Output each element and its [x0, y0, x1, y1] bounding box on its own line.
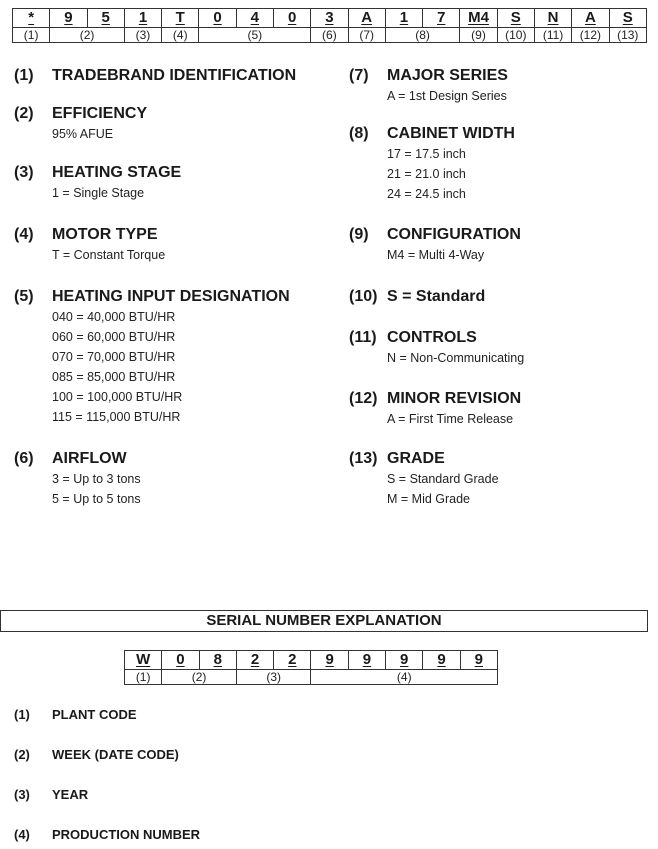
serial-char: 9	[423, 651, 460, 670]
serial-item-number: (4)	[14, 827, 30, 842]
section-line: 040 = 40,000 BTU/HR	[52, 310, 176, 324]
section-major-series	[349, 66, 508, 106]
section-configuration	[349, 225, 521, 265]
serial-item-title: PRODUCTION NUMBER	[52, 827, 201, 842]
code-index: (10)	[497, 28, 534, 43]
serial-char: W	[125, 651, 162, 670]
section-line: A = First Time Release	[387, 412, 514, 426]
section-number: (4)	[14, 226, 34, 243]
code-index: (5)	[199, 28, 311, 43]
section-line: 95% AFUE	[52, 127, 114, 141]
section-line: N = Non-Communicating	[387, 351, 525, 365]
code-index: (11)	[534, 28, 571, 43]
section-efficiency	[14, 104, 147, 144]
serial-item-year	[14, 786, 88, 804]
code-char: 5	[87, 9, 124, 28]
section-tradebrand	[14, 66, 296, 86]
section-line: 060 = 60,000 BTU/HR	[52, 330, 176, 344]
section-heating-input	[14, 287, 290, 427]
section-title: AIRFLOW	[52, 450, 127, 467]
section-title: CONFIGURATION	[387, 226, 521, 243]
section-motor-type	[14, 225, 165, 265]
section-number: (13)	[349, 450, 378, 467]
code-index: (3)	[124, 28, 161, 43]
section-title: HEATING INPUT DESIGNATION	[52, 288, 290, 305]
serial-index: (1)	[125, 670, 162, 685]
section-title: CABINET WIDTH	[387, 125, 515, 142]
section-line: 24 = 24.5 inch	[387, 187, 466, 201]
code-char: 1	[385, 9, 422, 28]
code-char: S	[609, 9, 647, 28]
section-number: (7)	[349, 67, 369, 84]
section-number: (12)	[349, 390, 378, 407]
serial-char: 9	[311, 651, 348, 670]
section-title: GRADE	[387, 450, 445, 467]
code-char: M4	[460, 9, 497, 28]
code-char: 1	[124, 9, 161, 28]
code-char: *	[13, 9, 50, 28]
section-line: 21 = 21.0 inch	[387, 167, 466, 181]
section-cabinet-width	[349, 124, 515, 204]
serial-char: 0	[162, 651, 199, 670]
section-number: (1)	[14, 67, 34, 84]
section-number: (5)	[14, 288, 34, 305]
code-index: (9)	[460, 28, 497, 43]
section-number: (10)	[349, 288, 378, 305]
code-index: (1)	[13, 28, 50, 43]
model-number-table	[12, 8, 647, 43]
code-index: (8)	[385, 28, 460, 43]
code-char: A	[348, 9, 385, 28]
section-title: CONTROLS	[387, 329, 477, 346]
serial-item-number: (1)	[14, 707, 30, 722]
code-char: 7	[423, 9, 460, 28]
code-index: (12)	[572, 28, 609, 43]
section-title: TRADEBRAND IDENTIFICATION	[52, 67, 297, 84]
serial-char: 9	[460, 651, 497, 670]
section-number: (9)	[349, 226, 369, 243]
section-controls	[349, 328, 524, 368]
serial-item-title: YEAR	[52, 787, 89, 802]
serial-index-row	[125, 670, 498, 685]
section-line: 3 = Up to 3 tons	[52, 472, 141, 486]
code-index: (6)	[311, 28, 348, 43]
section-airflow	[14, 449, 141, 509]
code-char: T	[162, 9, 199, 28]
serial-index: (3)	[236, 670, 311, 685]
serial-item-plant-code	[14, 706, 137, 724]
serial-index: (2)	[162, 670, 237, 685]
section-title: EFFICIENCY	[52, 105, 148, 122]
section-line: 1 = Single Stage	[52, 186, 145, 200]
code-index: (4)	[162, 28, 199, 43]
code-char: 0	[199, 9, 236, 28]
code-char: N	[534, 9, 571, 28]
section-grade	[349, 449, 499, 509]
serial-item-title: WEEK (DATE CODE)	[52, 747, 179, 762]
serial-number-header: SERIAL NUMBER EXPLANATION	[0, 610, 648, 632]
section-title: MAJOR SERIES	[387, 67, 508, 84]
code-index: (13)	[609, 28, 647, 43]
serial-char: 2	[274, 651, 311, 670]
serial-char: 9	[386, 651, 423, 670]
serial-item-week	[14, 746, 179, 764]
section-line: 115 = 115,000 BTU/HR	[52, 410, 181, 424]
model-code-chars-row	[13, 9, 647, 28]
section-minor-revision	[349, 389, 521, 429]
section-line: A = 1st Design Series	[387, 89, 507, 103]
section-number: (6)	[14, 450, 34, 467]
code-char: 0	[273, 9, 310, 28]
serial-chars-row	[125, 651, 498, 670]
section-title: HEATING STAGE	[52, 164, 182, 181]
code-char: 3	[311, 9, 348, 28]
section-number: (8)	[349, 125, 369, 142]
serial-char: 9	[348, 651, 385, 670]
section-title: MINOR REVISION	[387, 390, 522, 407]
section-line: 17 = 17.5 inch	[387, 147, 466, 161]
code-char: A	[572, 9, 609, 28]
serial-item-production-number	[14, 826, 200, 844]
serial-item-number: (2)	[14, 747, 30, 762]
section-title: MOTOR TYPE	[52, 226, 158, 243]
section-number: (2)	[14, 105, 34, 122]
model-code-index-row	[13, 28, 647, 43]
serial-index: (4)	[311, 670, 498, 685]
section-line: M4 = Multi 4-Way	[387, 248, 485, 262]
section-number: (11)	[349, 329, 377, 346]
code-index: (2)	[50, 28, 125, 43]
code-char: 4	[236, 9, 273, 28]
section-line: T = Constant Torque	[52, 248, 166, 262]
section-line: M = Mid Grade	[387, 492, 471, 506]
section-number: (3)	[14, 164, 34, 181]
serial-char: 2	[236, 651, 273, 670]
section-heating-stage	[14, 163, 181, 203]
section-line: S = Standard Grade	[387, 472, 499, 486]
serial-item-number: (3)	[14, 787, 30, 802]
code-char: S	[497, 9, 534, 28]
code-index: (7)	[348, 28, 385, 43]
section-line: 5 = Up to 5 tons	[52, 492, 141, 506]
section-line: 100 = 100,000 BTU/HR	[52, 390, 183, 404]
section-line: 085 = 85,000 BTU/HR	[52, 370, 176, 384]
serial-char: 8	[199, 651, 236, 670]
section-standard	[349, 287, 485, 307]
serial-item-title: PLANT CODE	[52, 707, 137, 722]
code-char: 9	[50, 9, 87, 28]
section-line: 070 = 70,000 BTU/HR	[52, 350, 176, 364]
serial-number-table	[124, 650, 498, 685]
section-title: S = Standard	[387, 288, 486, 305]
